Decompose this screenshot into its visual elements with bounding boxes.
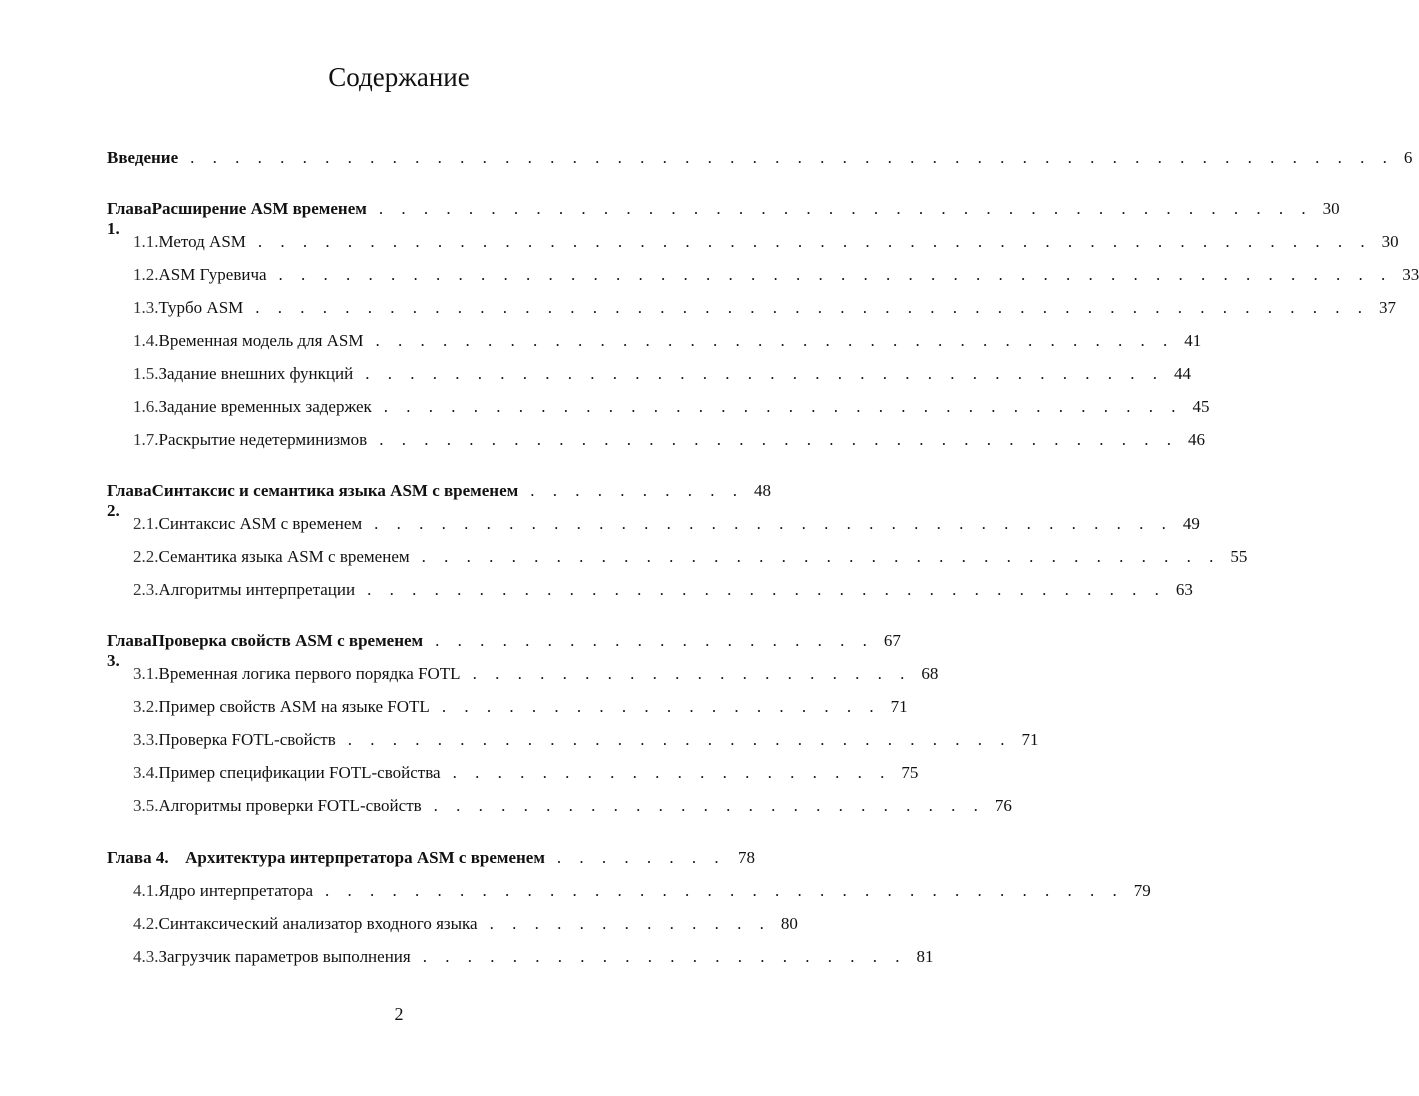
- toc-chapter-2[interactable]: [107, 481, 771, 520]
- toc-entry-label: Синтаксический анализатор входного языка: [158, 914, 478, 933]
- leader-dots: . . . . . . . . . . . . . . . . . . . . . . . . . . . . . .: [347, 730, 1012, 749]
- toc-section-2-1[interactable]: [133, 514, 1200, 540]
- toc-entry-label: Ядро интерпретатора: [158, 881, 314, 900]
- toc-entry-label: Алгоритмы интерпретации: [158, 580, 356, 599]
- toc-section-number: 3.2.: [133, 697, 159, 716]
- toc-entry-page: 44: [1173, 364, 1191, 383]
- toc-entry-label: Раскрытие недетерминизмов: [158, 430, 368, 449]
- toc-section-1-7[interactable]: [133, 430, 1205, 456]
- toc-section-4-1[interactable]: [133, 881, 1151, 907]
- toc-section-3-5[interactable]: [133, 796, 1012, 822]
- toc-chapter-number: Глава 1.: [107, 199, 152, 238]
- toc-entry-label: ASM Гуревича: [158, 265, 267, 284]
- toc-section-number: 3.5.: [133, 796, 159, 815]
- toc-entry-page: 49: [1182, 514, 1200, 533]
- toc-entry-label: Введение: [107, 148, 179, 167]
- toc-chapter-number: Глава 3.: [107, 631, 152, 670]
- toc-section-number: 2.2.: [133, 547, 159, 566]
- toc-entry-page: 37: [1379, 298, 1397, 317]
- toc-section-2-2[interactable]: [133, 547, 1248, 573]
- toc-section-2-3[interactable]: [133, 580, 1193, 606]
- toc-chapter-number: Глава 4.: [107, 848, 169, 867]
- toc-entry-page: 81: [916, 947, 934, 966]
- toc-section-3-1[interactable]: [133, 664, 939, 690]
- leader-dots: . . . . . . . . . . . . . . . . . . . .: [472, 664, 912, 683]
- toc-entry-label: Синтаксис ASM с временем: [158, 514, 363, 533]
- leader-dots: . . . . . . . . . . . . . . . . . . . . . . . . . . . . . . . . . . . .: [325, 881, 1124, 900]
- toc-section-1-4[interactable]: [133, 331, 1202, 357]
- toc-entry-page: 6: [1403, 148, 1413, 167]
- toc-entry-label: Алгоритмы проверки FOTL-свойств: [158, 796, 422, 815]
- toc-entry-label: Временная логика первого порядка FOTL: [158, 664, 461, 683]
- toc-section-number: 4.2.: [133, 914, 159, 933]
- leader-dots: . . . . . . . . . . . . .: [489, 914, 771, 933]
- leader-dots: . . . . . . . . . . . . . . . . . . . . . . . . . . . . . . . . . . . . . . . . . . . . . . . . . .: [278, 265, 1393, 284]
- leader-dots: . . . . . . . . . . . . . . . . . . . . . . . . . . . . . . . . . . . .: [375, 331, 1175, 350]
- page-title: Содержание: [328, 62, 470, 92]
- leader-dots: . . . . . . . . . . . . . . . . . . . . . . . . . . . . . . . . . . . .: [367, 580, 1166, 599]
- toc-section-3-3[interactable]: [133, 730, 1039, 756]
- toc-section-number: 1.4.: [133, 331, 159, 350]
- toc-entry-page: 80: [780, 914, 798, 933]
- toc-section-4-2[interactable]: [133, 914, 798, 940]
- toc-chapter-number: Глава 2.: [107, 481, 152, 520]
- leader-dots: . . . . . . . . . . . . . . . . . . . . . . . . . . . . . . . . . . . . . . . . . . . . . . . . . .: [255, 298, 1370, 317]
- toc-section-1-2[interactable]: [133, 265, 1419, 291]
- leader-dots: . . . . . . . . . . . . . . . . . . . . . . . . .: [433, 796, 985, 815]
- toc-section-number: 2.1.: [133, 514, 159, 533]
- toc-section-number: 1.7.: [133, 430, 159, 449]
- toc-chapter-3[interactable]: [107, 631, 901, 670]
- toc-entry-page: 63: [1175, 580, 1193, 599]
- toc-section-number: 4.1.: [133, 881, 159, 900]
- toc-entry-page: 41: [1184, 331, 1202, 350]
- toc-entry-label: Расширение ASM временем: [151, 199, 367, 218]
- toc-section-number: 4.3.: [133, 947, 159, 966]
- toc-entry-page: 75: [901, 763, 919, 782]
- toc-chapter-1[interactable]: [107, 199, 1340, 238]
- leader-dots: . . . . . . . . . . . . . . . . . . . .: [441, 697, 881, 716]
- leader-dots: . . . . . . . . . . . . . . . . . . . .: [452, 763, 892, 782]
- leader-dots: . . . . . . . . . . . . . . . . . . . . . . . . . . . . . . . . . . . . . . . . . . . . . . . . . .: [257, 232, 1372, 251]
- toc-section-1-3[interactable]: [133, 298, 1397, 324]
- leader-dots: . . . . . . . .: [556, 848, 726, 867]
- leader-dots: . . . . . . . . . . . . . . . . . . . . . . . . . . . . . . . . . . . .: [379, 430, 1178, 449]
- toc-section-1-5[interactable]: [133, 364, 1191, 390]
- toc-entry-label: Проверка свойств ASM с временем: [151, 631, 424, 650]
- toc-entry-page: 45: [1192, 397, 1210, 416]
- toc-entry-label: Турбо ASM: [158, 298, 244, 317]
- toc-entry-label: Пример свойств ASM на языке FOTL: [158, 697, 430, 716]
- leader-dots: . . . . . . . . . . . . . . . . . . . . . . . . . . . . . . . . . . . . . . . . . . . . . . . . . . . . . .: [190, 148, 1394, 167]
- toc-section-3-4[interactable]: [133, 763, 919, 789]
- toc-entry-page: 71: [890, 697, 908, 716]
- toc-entry-label: Архитектура интерпретатора ASM с временем: [185, 848, 545, 867]
- toc-entry-label: Загрузчик параметров выполнения: [158, 947, 411, 966]
- toc-entry-page: 67: [883, 631, 901, 650]
- leader-dots: . . . . . . . . . . . . . . . . . . . . . . . . . . . . . . . . . . . .: [421, 547, 1221, 566]
- toc-entry-page: 30: [1322, 199, 1340, 218]
- toc-entry-intro[interactable]: [107, 148, 1413, 174]
- toc-section-number: 1.6.: [133, 397, 159, 416]
- toc-entry-page: 46: [1187, 430, 1205, 449]
- toc-entry-page: 79: [1133, 881, 1151, 900]
- toc-entry-label: Пример спецификации FOTL-свойства: [158, 763, 441, 782]
- leader-dots: . . . . . . . . . . . . . . . . . . . . . . . . . . . . . . . . . . . .: [383, 397, 1183, 416]
- toc-entry-page: 78: [738, 848, 755, 867]
- toc-section-1-1[interactable]: [133, 232, 1399, 258]
- leader-dots: . . . . . . . . . . . . . . . . . . . . . .: [422, 947, 907, 966]
- toc-entry-page: 76: [994, 796, 1012, 815]
- toc-section-4-3[interactable]: [133, 947, 934, 973]
- toc-entry-label: Проверка FOTL-свойств: [158, 730, 336, 749]
- toc-section-1-6[interactable]: [133, 397, 1210, 423]
- toc-entry-label: Синтаксис и семантика языка ASM с временем: [151, 481, 519, 500]
- toc-section-number: 3.3.: [133, 730, 159, 749]
- leader-dots: . . . . . . . . . . . . . . . . . . . .: [435, 631, 874, 650]
- toc-section-number: 3.1.: [133, 664, 159, 683]
- toc-chapter-4[interactable]: [107, 848, 755, 874]
- toc-entry-page: 48: [753, 481, 771, 500]
- toc-entry-page: 30: [1381, 232, 1399, 251]
- toc-entry-page: 71: [1021, 730, 1039, 749]
- toc-section-number: 1.5.: [133, 364, 159, 383]
- page-number: 2: [394, 1004, 404, 1024]
- toc-entry-page: 33: [1402, 265, 1419, 284]
- toc-section-number: 1.1.: [133, 232, 159, 251]
- toc-entry-label: Задание внешних функций: [158, 364, 354, 383]
- toc-entry-label: Задание временных задержек: [158, 397, 372, 416]
- toc-section-3-2[interactable]: [133, 697, 908, 723]
- leader-dots: . . . . . . . . . . . . . . . . . . . . . . . . . . . . . . . . . . . . . . . . . .: [378, 199, 1313, 218]
- toc-entry-label: Временная модель для ASM: [158, 331, 364, 350]
- leader-dots: . . . . . . . . . .: [530, 481, 744, 500]
- toc-entry-label: Метод ASM: [158, 232, 246, 251]
- toc-entry-page: 68: [921, 664, 939, 683]
- toc-section-number: 2.3.: [133, 580, 159, 599]
- leader-dots: . . . . . . . . . . . . . . . . . . . . . . . . . . . . . . . . . . . .: [374, 514, 1173, 533]
- toc-entry-label: Семантика языка ASM с временем: [158, 547, 410, 566]
- toc-entry-page: 55: [1230, 547, 1248, 566]
- toc-section-number: 3.4.: [133, 763, 159, 782]
- leader-dots: . . . . . . . . . . . . . . . . . . . . . . . . . . . . . . . . . . . .: [365, 364, 1164, 383]
- toc-section-number: 1.2.: [133, 265, 159, 284]
- toc-section-number: 1.3.: [133, 298, 159, 317]
